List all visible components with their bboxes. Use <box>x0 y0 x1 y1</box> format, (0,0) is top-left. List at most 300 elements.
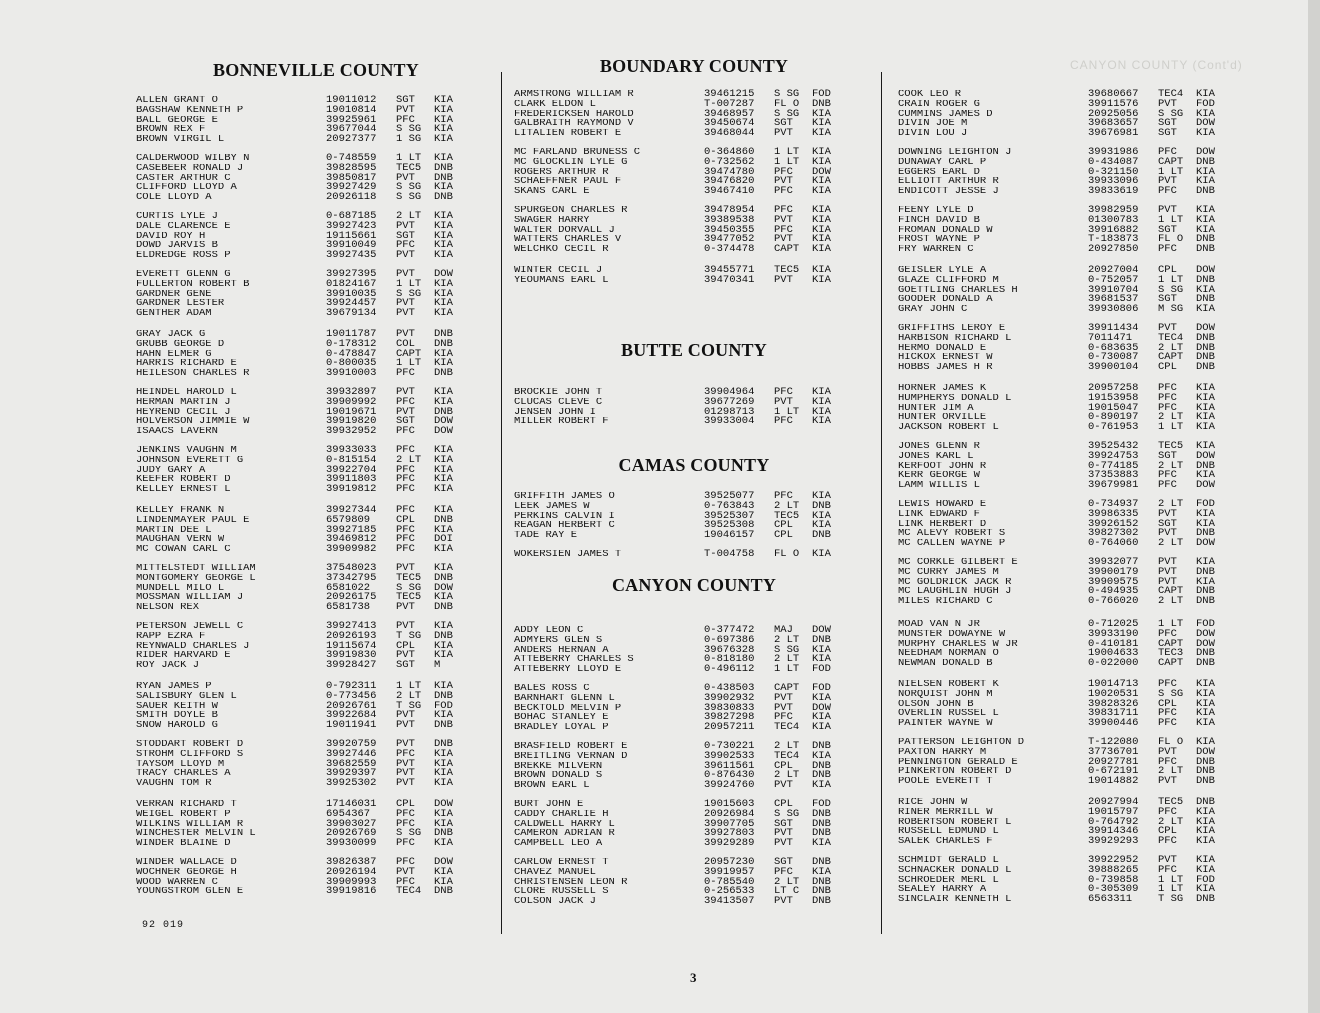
rank: PFC <box>1158 146 1177 158</box>
serial-number: 39927446 <box>326 747 377 760</box>
soldier-name: SCHROEDER MERL L <box>898 875 999 886</box>
status: KIA <box>812 107 831 120</box>
rank: PFC <box>774 223 793 236</box>
serial-number: 0-178312 <box>326 337 377 350</box>
serial-number: 0-763843 <box>704 499 755 512</box>
rank: 1 LT <box>396 680 422 692</box>
status: KIA <box>434 386 453 398</box>
rank: PVT <box>774 127 793 140</box>
soldier-name: ELLIOTT ARTHUR R <box>898 177 999 188</box>
soldier-name: CLARK ELDON L <box>514 99 596 110</box>
roster-row <box>514 839 842 849</box>
status: KIA <box>1196 736 1215 748</box>
serial-number: 0-687185 <box>326 210 377 222</box>
status: DNB <box>434 689 453 702</box>
serial-number: 0-764792 <box>1088 815 1139 828</box>
status: KIA <box>1196 303 1215 316</box>
roster-row <box>136 193 464 203</box>
status: DNB <box>1196 351 1215 364</box>
roster-row <box>136 545 464 555</box>
soldier-name: DAVID ROY H <box>136 231 206 242</box>
serial-number: 0-374478 <box>704 243 755 256</box>
roster-row <box>898 481 1226 491</box>
serial-number: 39681537 <box>1088 293 1139 306</box>
soldier-name: MILLER ROBERT F <box>514 417 609 428</box>
soldier-name: HARRIS RICHARD E <box>136 359 237 370</box>
soldier-name: GEISLER LYLE A <box>898 266 987 276</box>
soldier-name: EGGERS EARL D <box>898 167 980 178</box>
soldier-name: REYNWALD CHARLES J <box>136 641 250 652</box>
status: KIA <box>812 273 831 286</box>
soldier-name: WOOD WARREN C <box>136 877 218 888</box>
serial-number: 39468957 <box>704 107 755 120</box>
soldier-name: ADDY LEON C <box>514 626 584 636</box>
soldier-name: SALEK CHARLES F <box>898 837 993 847</box>
rank: SGT <box>774 817 793 830</box>
name-group <box>514 684 842 733</box>
status: DNB <box>812 807 831 820</box>
soldier-name: MC CALLEN WAYNE P <box>898 539 1006 549</box>
soldier-name: WINDER WALLACE D <box>136 858 237 868</box>
rank: S SG <box>774 88 800 100</box>
soldier-name: OVERLIN RUSSEL L <box>898 709 999 720</box>
soldier-name: LEWIS HOWARD E <box>898 500 987 510</box>
rank: 1 LT <box>1158 165 1184 178</box>
serial-number: 0-494935 <box>1088 585 1139 598</box>
status: DNB <box>812 817 831 830</box>
status: KIA <box>812 691 831 704</box>
status: DNB <box>434 827 453 840</box>
soldier-name: LINK EDWARD F <box>898 509 980 520</box>
soldier-name: HUNTER ORVILLE <box>898 413 987 424</box>
rank: 2 LT <box>774 499 800 512</box>
rank: PFC <box>774 386 793 398</box>
serial-number: 19046157 <box>704 529 755 542</box>
serial-number: 39677044 <box>326 123 377 136</box>
rank: PVT <box>1158 775 1177 788</box>
serial-number: 39927185 <box>326 523 377 536</box>
serial-number: 0-766020 <box>1088 595 1139 608</box>
rank: PFC <box>396 875 415 888</box>
status: KIA <box>812 175 831 188</box>
status: KIA <box>1196 717 1215 730</box>
status: DNB <box>434 337 453 350</box>
status: KIA <box>1196 687 1215 700</box>
soldier-name: WATTERS CHARLES V <box>514 235 622 246</box>
status: KIA <box>434 239 453 252</box>
serial-number: 39933033 <box>326 444 377 456</box>
serial-number: 39455771 <box>704 264 755 276</box>
status: DOW <box>812 165 831 178</box>
soldier-name: BROWN VIRGIL L <box>136 135 225 145</box>
serial-number: 0-256533 <box>704 885 755 898</box>
serial-number: 39680667 <box>1088 88 1139 100</box>
rank: S SG <box>774 807 800 820</box>
name-group <box>136 154 464 203</box>
soldier-name: WALTER DORVALL J <box>514 225 615 236</box>
serial-number: 39933190 <box>1088 627 1139 640</box>
serial-number: 6581738 <box>326 601 371 614</box>
serial-number: 0-818180 <box>704 653 755 666</box>
soldier-name: MOSSMAN WILLIAM J <box>136 593 244 604</box>
status: DNB <box>434 513 453 526</box>
soldier-name: MOAD VAN N JR <box>898 620 980 630</box>
serial-number: 19015603 <box>704 798 755 810</box>
status: KIA <box>812 243 831 256</box>
soldier-name: CUMMINS JAMES D <box>898 109 993 120</box>
roster-row <box>898 423 1226 433</box>
rank: S SG <box>396 827 422 840</box>
soldier-name: ENDICOTT JESSE J <box>898 187 999 197</box>
serial-number: 39389538 <box>704 213 755 226</box>
serial-number: 20926769 <box>326 827 377 840</box>
serial-number: 17146031 <box>326 798 377 810</box>
serial-number: 19115674 <box>326 639 377 652</box>
rank: PVT <box>1158 527 1177 540</box>
status: FOD <box>434 699 453 712</box>
soldier-name: MC CURRY JAMES M <box>898 567 999 578</box>
roster-row <box>514 273 842 286</box>
rank: PVT <box>396 620 415 632</box>
rank: PVT <box>396 297 415 310</box>
soldier-name: JONES GLENN R <box>898 442 980 452</box>
soldier-name: BARNHART GLENN L <box>514 693 615 704</box>
serial-number: 20957230 <box>704 856 755 868</box>
rank: CAPT <box>1158 351 1184 364</box>
name-group <box>136 330 464 379</box>
rank: PVT <box>1158 322 1177 334</box>
name-group <box>898 266 1226 315</box>
soldier-name: GOODER DONALD A <box>898 295 993 306</box>
status: DNB <box>434 171 453 184</box>
rank: 2 LT <box>1158 498 1184 510</box>
rank: 2 LT <box>774 769 800 782</box>
status: DNB <box>812 895 831 908</box>
soldier-name: MILES RICHARD C <box>898 597 993 607</box>
soldier-name: MONTGOMERY GEORGE L <box>136 573 256 584</box>
rank: T SG <box>1158 893 1184 906</box>
status: KIA <box>434 219 453 232</box>
rank: 1 LT <box>774 146 800 158</box>
status: KIA <box>812 386 831 398</box>
status: DNB <box>434 161 453 174</box>
rank: PVT <box>774 395 793 408</box>
status: DNB <box>812 740 831 752</box>
status: KIA <box>434 523 453 536</box>
rank: CPL <box>396 639 415 652</box>
serial-number: 39982959 <box>1088 204 1139 216</box>
soldier-name: SMITH DOYLE B <box>136 711 218 722</box>
rank: PFC <box>774 865 793 878</box>
status: KIA <box>1196 805 1215 818</box>
soldier-name: FEENY LYLE D <box>898 206 974 216</box>
serial-number: 39683657 <box>1088 117 1139 130</box>
rank: PVT <box>1158 97 1177 110</box>
rank: 2 LT <box>1158 459 1184 472</box>
rank: 2 LT <box>774 875 800 888</box>
status: DOW <box>1196 745 1215 758</box>
status: DNB <box>1196 331 1215 344</box>
roster-row <box>898 777 1226 787</box>
soldier-name: RYAN JAMES P <box>136 682 212 692</box>
status: KIA <box>1196 88 1215 100</box>
rank: PVT <box>396 601 415 614</box>
soldier-name: RUSSELL EDMUND L <box>898 827 999 838</box>
soldier-name: STODDART ROBERT D <box>136 740 244 750</box>
soldier-name: ATTEBERRY LLOYD E <box>514 665 622 675</box>
soldier-name: GARDNER LESTER <box>136 299 225 310</box>
soldier-name: NEWMAN DONALD B <box>898 659 993 669</box>
soldier-name: BALL GEORGE E <box>136 115 218 126</box>
status: FOD <box>812 663 831 676</box>
soldier-name: MC CORKLE GILBERT E <box>898 558 1018 568</box>
name-group <box>136 564 464 613</box>
soldier-name: LINDENMAYER PAUL E <box>136 515 250 526</box>
soldier-name: SWAGER HARRY <box>514 215 590 226</box>
soldier-name: ARMSTRONG WILLIAM R <box>514 90 634 100</box>
rank: SGT <box>774 856 793 868</box>
roster-row <box>136 369 464 379</box>
status: DNB <box>812 769 831 782</box>
serial-number: T-122080 <box>1088 736 1139 748</box>
serial-number: 20926118 <box>326 191 377 204</box>
rank: PFC <box>774 204 793 216</box>
status: KIA <box>434 620 453 632</box>
soldier-name: DALE CLARENCE E <box>136 221 231 232</box>
serial-number: 39611561 <box>704 759 755 772</box>
rank: PFC <box>396 367 415 380</box>
name-group <box>898 90 1226 139</box>
status: KIA <box>434 837 453 850</box>
rank: PVT <box>1158 175 1177 188</box>
soldier-name: FULLERTON ROBERT B <box>136 279 250 290</box>
rank: 2 LT <box>1158 537 1184 550</box>
serial-number: 39679981 <box>1088 479 1139 492</box>
serial-number: 39830833 <box>704 701 755 714</box>
rank: PFC <box>774 490 793 502</box>
soldier-name: BALES ROSS C <box>514 684 590 694</box>
serial-number: 39525308 <box>704 519 755 532</box>
status: KIA <box>434 747 453 760</box>
serial-number: 0-732562 <box>704 155 755 168</box>
soldier-name: BURT JOHN E <box>514 800 584 810</box>
serial-number: 0-876430 <box>704 769 755 782</box>
status: DNB <box>1196 755 1215 768</box>
rank: 1 LT <box>1158 213 1184 226</box>
rank: SGT <box>396 229 415 242</box>
status: M <box>434 659 441 672</box>
soldier-name: ADMYERS GLEN S <box>514 635 603 646</box>
status: KIA <box>434 123 453 136</box>
roster-row <box>136 309 464 319</box>
status: KIA <box>1196 283 1215 296</box>
status: KIA <box>434 807 453 820</box>
serial-number: 0-697386 <box>704 633 755 646</box>
serial-number: 39910035 <box>326 287 377 300</box>
status: KIA <box>434 94 453 106</box>
serial-number: 39927395 <box>326 268 377 280</box>
soldier-name: RICE JOHN W <box>898 798 968 808</box>
status: KIA <box>812 865 831 878</box>
name-group <box>514 626 842 675</box>
rank: SGT <box>1158 517 1177 530</box>
rank: SGT <box>396 659 415 672</box>
roster-row <box>136 779 464 789</box>
serial-number: 39850817 <box>326 171 377 184</box>
rank: PFC <box>396 523 415 536</box>
soldier-name: HEILESON CHARLES R <box>136 369 250 379</box>
bleed-through-text: CANYON COUNTY (Cont'd) <box>1070 58 1243 72</box>
serial-number: 39525432 <box>1088 440 1139 452</box>
status: KIA <box>434 649 453 662</box>
soldier-name: ROBERTSON ROBERT L <box>898 817 1012 828</box>
soldier-name: RINER MERRILL W <box>898 807 993 818</box>
roster-row <box>514 723 842 733</box>
serial-number: 20927850 <box>1088 243 1139 256</box>
rank: PVT <box>774 827 793 840</box>
soldier-name: CALDWELL HARRY L <box>514 819 615 830</box>
soldier-name: COOK LEO R <box>898 90 962 100</box>
status: KIA <box>1196 507 1215 520</box>
rank: PFC <box>1158 479 1177 492</box>
rank: PVT <box>774 701 793 714</box>
status: DOW <box>434 425 453 438</box>
soldier-name: ALLEN GRANT O <box>136 96 218 106</box>
rank: PVT <box>1158 745 1177 758</box>
serial-number: 6579809 <box>326 513 371 526</box>
serial-number: 6581022 <box>326 581 371 594</box>
rank: CAPT <box>1158 155 1184 168</box>
name-group <box>898 148 1226 197</box>
status: FOD <box>812 682 831 694</box>
rank: PFC <box>396 425 415 438</box>
soldier-name: JACKSON ROBERT L <box>898 423 999 433</box>
rank: PFC <box>1158 755 1177 768</box>
soldier-name: JENKINS VAUGHN M <box>136 446 237 456</box>
status: KIA <box>812 233 831 246</box>
name-group <box>898 798 1226 847</box>
rank: FL O <box>1158 736 1184 748</box>
soldier-name: ROGERS ARTHUR R <box>514 167 609 178</box>
serial-number: T-004758 <box>704 548 755 560</box>
rank: PVT <box>774 233 793 246</box>
soldier-name: MAUGHAN VERN W <box>136 535 225 546</box>
status: DNB <box>1196 657 1215 670</box>
soldier-name: BROCKIE JOHN T <box>514 388 603 398</box>
status: KIA <box>812 837 831 850</box>
soldier-name: GRIFFITHS LEROY E <box>898 324 1006 334</box>
serial-number: 39919957 <box>704 865 755 878</box>
status: KIA <box>1196 382 1215 394</box>
rank: PVT <box>396 767 415 780</box>
soldier-name: NELSON REX <box>136 603 200 613</box>
name-group <box>136 212 464 261</box>
rank: S SG <box>396 287 422 300</box>
rank: SGT <box>1158 293 1177 306</box>
serial-number: 20957211 <box>704 721 755 734</box>
status: DNB <box>812 759 831 772</box>
rank: PVT <box>774 837 793 850</box>
status: DNB <box>1196 796 1215 808</box>
roster-row <box>898 837 1226 847</box>
soldier-name: CLUCAS CLEVE C <box>514 397 603 408</box>
serial-number: 39911803 <box>326 473 377 486</box>
serial-number: T-183873 <box>1088 233 1139 246</box>
status: KIA <box>434 709 453 722</box>
soldier-name: COLSON JACK J <box>514 897 596 907</box>
status: KIA <box>434 453 453 466</box>
status: KIA <box>812 204 831 216</box>
serial-number: 0-305309 <box>1088 883 1139 896</box>
soldier-name: CLIFFORD LLOYD A <box>136 183 237 194</box>
serial-number: 39461215 <box>704 88 755 100</box>
serial-number: 39933096 <box>1088 175 1139 188</box>
rank: S SG <box>396 181 422 194</box>
serial-number: 39931986 <box>1088 146 1139 158</box>
serial-number: 39925961 <box>326 113 377 126</box>
soldier-name: GRAY JOHN C <box>898 305 968 315</box>
status: KIA <box>812 779 831 792</box>
serial-number: 39450355 <box>704 223 755 236</box>
soldier-name: BRADLEY LOYAL P <box>514 723 609 733</box>
soldier-name: LEEK JAMES W <box>514 501 590 512</box>
rank: CPL <box>1158 825 1177 838</box>
status: KIA <box>1196 883 1215 896</box>
county-heading: BUTTE COUNTY <box>621 340 767 360</box>
soldier-name: DIVIN LOU J <box>898 129 968 139</box>
status: DOI <box>434 533 453 546</box>
serial-number: 0-683635 <box>1088 341 1139 354</box>
status: KIA <box>434 767 453 780</box>
soldier-name: JONES KARL L <box>898 451 974 462</box>
serial-number: 39924760 <box>704 779 755 792</box>
status: KIA <box>434 133 453 146</box>
status: KIA <box>434 103 453 116</box>
rank: PVT <box>774 895 793 908</box>
status: KIA <box>1196 127 1215 140</box>
name-group <box>136 800 464 849</box>
serial-number: 01298713 <box>704 405 755 418</box>
rank: S SG <box>396 123 422 136</box>
soldier-name: GENTHER ADAM <box>136 309 212 319</box>
rank: PFC <box>1158 243 1177 256</box>
name-group <box>136 270 464 319</box>
rank: PVT <box>396 386 415 398</box>
serial-number: 39477052 <box>704 233 755 246</box>
soldier-name: RIDER HARVARD E <box>136 651 231 662</box>
rank: T SG <box>396 699 422 712</box>
status: KIA <box>434 347 453 360</box>
status: KIA <box>434 680 453 692</box>
status: KIA <box>434 357 453 370</box>
serial-number: 0-377472 <box>704 624 755 636</box>
name-group <box>898 324 1226 373</box>
rank: S SG <box>774 643 800 656</box>
status: DOW <box>1196 117 1215 130</box>
status: KIA <box>812 155 831 168</box>
serial-number: 39467410 <box>704 185 755 198</box>
serial-number: 19115661 <box>326 229 377 242</box>
status: KIA <box>434 297 453 310</box>
rank: PVT <box>1158 565 1177 578</box>
soldier-name: MITTELSTEDT WILLIAM <box>136 564 256 574</box>
status: KIA <box>1196 707 1215 720</box>
serial-number: 20926761 <box>326 699 377 712</box>
rank: SGT <box>774 117 793 130</box>
serial-number: 39910049 <box>326 239 377 252</box>
status: KIA <box>1196 204 1215 216</box>
rank: PFC <box>396 747 415 760</box>
